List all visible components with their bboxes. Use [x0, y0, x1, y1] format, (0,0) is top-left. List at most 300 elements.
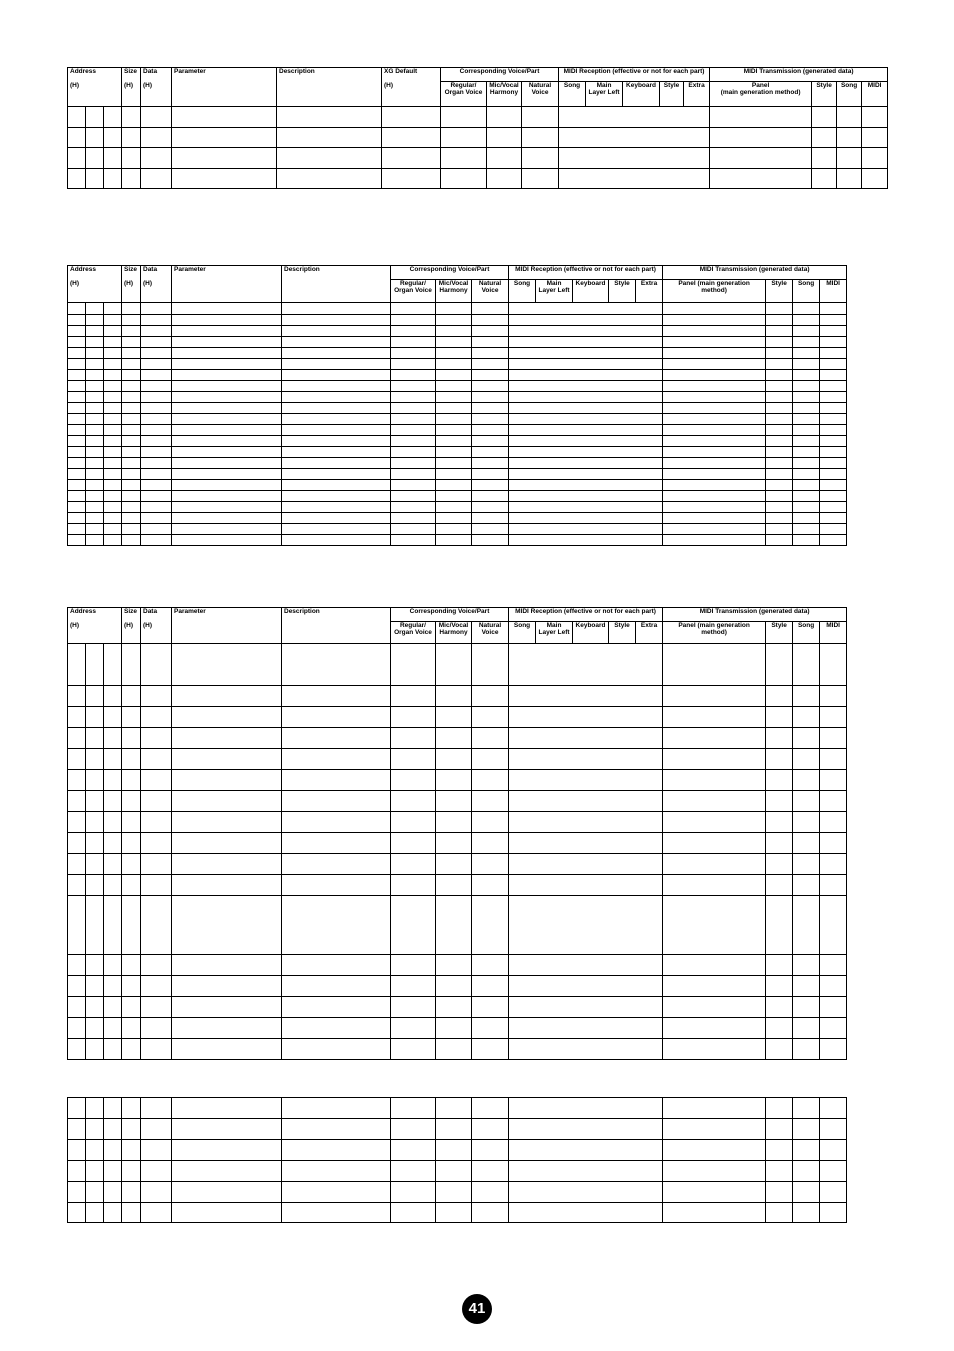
table-row [68, 812, 847, 833]
table-cell [472, 770, 509, 791]
table-cell [282, 1182, 391, 1203]
table-cell [141, 707, 172, 728]
table-cell [68, 707, 86, 728]
table-cell [141, 392, 172, 403]
table-cell [487, 148, 522, 169]
table-cell [122, 436, 141, 447]
table-cell [509, 707, 663, 728]
table-cell [282, 425, 391, 436]
table-cell [122, 107, 141, 128]
table-cell [172, 955, 282, 976]
table-cell [122, 458, 141, 469]
table-cell [793, 1140, 820, 1161]
table-cell [663, 458, 766, 469]
table-cell [820, 1098, 847, 1119]
table-cell [141, 875, 172, 896]
table-cell [86, 686, 104, 707]
table-cell [663, 348, 766, 359]
table-cell [141, 425, 172, 436]
table-cell [436, 303, 472, 315]
table-cell [472, 875, 509, 896]
table-cell [68, 491, 86, 502]
table-cell [793, 436, 820, 447]
table-cell [172, 997, 282, 1018]
table-cell [141, 403, 172, 414]
table-cell [766, 1140, 793, 1161]
table-cell [141, 502, 172, 513]
table-cell [793, 524, 820, 535]
table-cell [122, 1140, 141, 1161]
table-cell [104, 315, 122, 326]
table-cell [122, 168, 141, 189]
table-cell [766, 833, 793, 854]
table-cell [122, 749, 141, 770]
table-cell [837, 148, 862, 169]
table-cell [436, 436, 472, 447]
subheader-blank [277, 82, 382, 107]
table-cell [68, 127, 86, 148]
table-cell [663, 469, 766, 480]
table-cell [509, 1119, 663, 1140]
table-cell [277, 168, 382, 189]
table-cell [663, 337, 766, 348]
table-cell [472, 791, 509, 812]
table-cell [820, 414, 847, 425]
table-cell [391, 535, 436, 546]
table-cell [793, 348, 820, 359]
table-cell [141, 348, 172, 359]
subheader-keyboard: Keyboard [623, 82, 660, 107]
header-description: Description [282, 266, 391, 280]
table-cell [436, 707, 472, 728]
table-cell [766, 326, 793, 337]
table-cell [104, 337, 122, 348]
table-row [68, 524, 847, 535]
table-cell [277, 107, 382, 128]
table-cell [509, 644, 663, 686]
table-cell [141, 1039, 172, 1060]
table-cell [436, 896, 472, 955]
table-cell [663, 833, 766, 854]
table-cell [282, 337, 391, 348]
table-cell [766, 480, 793, 491]
table-cell [68, 728, 86, 749]
table-cell [104, 1161, 122, 1182]
table-cell [812, 107, 837, 128]
table-cell [391, 315, 436, 326]
subheader-natural-voice: Natural Voice [522, 82, 559, 107]
table-cell [509, 749, 663, 770]
table-cell [820, 458, 847, 469]
table-cell [282, 414, 391, 425]
table-cell [68, 524, 86, 535]
table-cell [68, 403, 86, 414]
table-cell [141, 168, 172, 189]
table-cell [820, 854, 847, 875]
table-cell [104, 403, 122, 414]
table-row [68, 1119, 847, 1140]
table-cell [663, 955, 766, 976]
table-cell [391, 1203, 436, 1223]
table-cell [68, 513, 86, 524]
table-cell [793, 1203, 820, 1223]
table-cell [172, 148, 277, 169]
table-row [68, 644, 847, 686]
table-cell [391, 770, 436, 791]
table-cell [86, 469, 104, 480]
table-cell [391, 303, 436, 315]
table-cell [141, 535, 172, 546]
table-cell [436, 833, 472, 854]
table-cell [86, 728, 104, 749]
table-row [68, 359, 847, 370]
table-cell [68, 168, 86, 189]
table-cell [172, 686, 282, 707]
table-cell [282, 403, 391, 414]
subheader-mic-vocal-harmony: Mic/Vocal Harmony [487, 82, 522, 107]
table-cell [172, 1098, 282, 1119]
table-cell [141, 303, 172, 315]
table-cell [282, 686, 391, 707]
table-cell [509, 896, 663, 955]
table-cell [522, 148, 559, 169]
table-cell [141, 644, 172, 686]
table-cell [391, 502, 436, 513]
table-cell [391, 749, 436, 770]
table-cell [472, 1039, 509, 1060]
table-cell [122, 491, 141, 502]
table-cell [509, 414, 663, 425]
table-cell [522, 107, 559, 128]
table-cell [104, 480, 122, 491]
table-cell [122, 1098, 141, 1119]
table-cell [509, 303, 663, 315]
table-cell [122, 425, 141, 436]
table-cell [766, 491, 793, 502]
table-cell [282, 997, 391, 1018]
table-cell [277, 127, 382, 148]
subheader-address-unit: (H) [68, 82, 122, 107]
table-cell [472, 326, 509, 337]
table-cell [472, 359, 509, 370]
table-cell [282, 1140, 391, 1161]
table-cell [509, 469, 663, 480]
subheader-song: Song [509, 622, 536, 644]
table-cell [472, 1182, 509, 1203]
header-midi-transmission: MIDI Transmission (generated data) [663, 608, 847, 622]
table-cell [86, 1098, 104, 1119]
table-cell [820, 326, 847, 337]
table-cell [172, 1203, 282, 1223]
table-cell [663, 1203, 766, 1223]
table-cell [472, 1161, 509, 1182]
table-cell [509, 348, 663, 359]
table-cell [391, 896, 436, 955]
table-row [68, 303, 847, 315]
table-cell [86, 1182, 104, 1203]
table-cell [793, 1039, 820, 1060]
table-cell [472, 447, 509, 458]
table-cell [509, 875, 663, 896]
table-cell [820, 447, 847, 458]
table-cell [472, 392, 509, 403]
table-cell [793, 854, 820, 875]
table-cell [141, 447, 172, 458]
table-cell [122, 896, 141, 955]
table-cell [766, 955, 793, 976]
table-cell [172, 833, 282, 854]
subheader-panel: Panel (main generation method) [710, 82, 812, 107]
table-cell [793, 1161, 820, 1182]
table-cell [472, 1098, 509, 1119]
table-cell [820, 502, 847, 513]
subheader-keyboard: Keyboard [573, 622, 609, 644]
table-cell [282, 513, 391, 524]
table-row [68, 392, 847, 403]
table-cell [172, 1119, 282, 1140]
table-cell [122, 502, 141, 513]
table-cell [141, 749, 172, 770]
table-cell [509, 502, 663, 513]
table-cell [509, 1039, 663, 1060]
header-parameter: Parameter [172, 608, 282, 622]
table-cell [122, 513, 141, 524]
table-cell [68, 1203, 86, 1223]
table-cell [766, 458, 793, 469]
subheader-main-layer-left: Main Layer Left [536, 280, 573, 303]
table-cell [820, 976, 847, 997]
table-cell [436, 955, 472, 976]
table-cell [86, 303, 104, 315]
table-cell [122, 1119, 141, 1140]
table-cell [820, 337, 847, 348]
header-corresponding: Corresponding Voice/Part [441, 68, 559, 82]
table-cell [68, 303, 86, 315]
table-cell [509, 392, 663, 403]
table-cell [837, 107, 862, 128]
table-cell [766, 770, 793, 791]
table-cell [436, 458, 472, 469]
table-cell [766, 896, 793, 955]
subheader-transmission-midi: MIDI [820, 280, 847, 303]
table-cell [436, 480, 472, 491]
table-cell [172, 458, 282, 469]
table-row [68, 791, 847, 812]
table-cell [68, 955, 86, 976]
table-row [68, 976, 847, 997]
table-row [68, 436, 847, 447]
table-cell [104, 728, 122, 749]
table-cell [86, 491, 104, 502]
table-cell [509, 513, 663, 524]
table-row [68, 535, 847, 546]
table-cell [86, 1119, 104, 1140]
table-cell [122, 326, 141, 337]
table-cell [472, 644, 509, 686]
table-cell [509, 447, 663, 458]
table-cell [766, 854, 793, 875]
table-cell [766, 359, 793, 370]
table-row [68, 107, 888, 128]
table-cell [436, 770, 472, 791]
table-cell [68, 791, 86, 812]
table-cell [141, 414, 172, 425]
table-cell [436, 425, 472, 436]
table-cell [820, 1039, 847, 1060]
table-row [68, 749, 847, 770]
table-cell [104, 107, 122, 128]
table-cell [663, 535, 766, 546]
table-cell [509, 686, 663, 707]
table-cell [391, 326, 436, 337]
header-midi-transmission: MIDI Transmission (generated data) [710, 68, 888, 82]
table-cell [391, 686, 436, 707]
table-cell [104, 997, 122, 1018]
table-row [68, 1039, 847, 1060]
table-cell [122, 644, 141, 686]
table-row [68, 770, 847, 791]
table-cell [472, 381, 509, 392]
table-cell [68, 749, 86, 770]
table-cell [68, 447, 86, 458]
table-cell [820, 381, 847, 392]
table-cell [282, 791, 391, 812]
table-cell [559, 127, 710, 148]
table-cell [766, 1039, 793, 1060]
table-cell [436, 1098, 472, 1119]
table-cell [122, 976, 141, 997]
table-cell [436, 976, 472, 997]
subheader-blank [282, 622, 391, 644]
table-cell [104, 447, 122, 458]
subheader-transmission-style: Style [766, 280, 793, 303]
table-cell [663, 791, 766, 812]
table-cell [766, 997, 793, 1018]
table-cell [793, 1182, 820, 1203]
table-row [68, 1140, 847, 1161]
table-cell [68, 833, 86, 854]
table-cell [663, 875, 766, 896]
table-cell [436, 535, 472, 546]
table-cell [472, 833, 509, 854]
table-cell [391, 447, 436, 458]
table-cell [122, 370, 141, 381]
table-cell [793, 403, 820, 414]
table-cell [104, 414, 122, 425]
table-row [68, 127, 888, 148]
table-cell [509, 480, 663, 491]
table-cell [487, 168, 522, 189]
table-cell [172, 381, 282, 392]
table-cell [472, 458, 509, 469]
table-row [68, 513, 847, 524]
table-cell [104, 469, 122, 480]
table-cell [472, 686, 509, 707]
table-cell [766, 1203, 793, 1223]
table-cell [436, 359, 472, 370]
table-cell [141, 1182, 172, 1203]
table-cell [391, 997, 436, 1018]
table-cell [766, 414, 793, 425]
table-cell [86, 148, 104, 169]
table-cell [766, 812, 793, 833]
table-cell [793, 414, 820, 425]
table-cell [663, 997, 766, 1018]
parameter-table-2 [67, 265, 847, 546]
table-cell [436, 403, 472, 414]
table-cell [436, 315, 472, 326]
table-cell [509, 833, 663, 854]
subheader-size-unit: (H) [122, 280, 141, 303]
table-cell [391, 833, 436, 854]
table-cell [472, 469, 509, 480]
table-cell [436, 502, 472, 513]
table-cell [436, 337, 472, 348]
table-cell [472, 1018, 509, 1039]
table-cell [86, 436, 104, 447]
table-cell [172, 425, 282, 436]
table-2-body [68, 303, 847, 546]
subheader-natural-voice: Natural Voice [472, 622, 509, 644]
table-cell [86, 770, 104, 791]
table-cell [86, 107, 104, 128]
table-cell [820, 1161, 847, 1182]
table-cell [68, 1018, 86, 1039]
table-cell [559, 148, 710, 169]
table-cell [282, 896, 391, 955]
subheader-size-unit: (H) [122, 622, 141, 644]
table-cell [68, 770, 86, 791]
table-cell [141, 148, 172, 169]
subheader-extra: Extra [636, 280, 663, 303]
table-cell [86, 955, 104, 976]
table-cell [663, 381, 766, 392]
table-cell [68, 425, 86, 436]
table-cell [68, 812, 86, 833]
table-cell [172, 359, 282, 370]
table-cell [104, 875, 122, 896]
table-cell [820, 955, 847, 976]
table-cell [122, 686, 141, 707]
table-row [68, 447, 847, 458]
table-cell [104, 1018, 122, 1039]
table-cell [663, 1039, 766, 1060]
table-cell [68, 414, 86, 425]
table-cell [172, 392, 282, 403]
table-cell [172, 447, 282, 458]
table-cell [472, 436, 509, 447]
table-cell [820, 1018, 847, 1039]
table-cell [663, 1098, 766, 1119]
table-cell [793, 686, 820, 707]
table-cell [141, 1203, 172, 1223]
table-cell [793, 303, 820, 315]
table-cell [509, 524, 663, 535]
table-cell [472, 524, 509, 535]
table-cell [141, 326, 172, 337]
table-cell [663, 896, 766, 955]
table-cell [104, 535, 122, 546]
table-cell [172, 707, 282, 728]
table-cell [441, 168, 487, 189]
table-cell [68, 458, 86, 469]
table-cell [509, 854, 663, 875]
table-cell [793, 833, 820, 854]
table-cell [509, 436, 663, 447]
table-cell [172, 524, 282, 535]
table-cell [509, 1182, 663, 1203]
table-cell [793, 707, 820, 728]
